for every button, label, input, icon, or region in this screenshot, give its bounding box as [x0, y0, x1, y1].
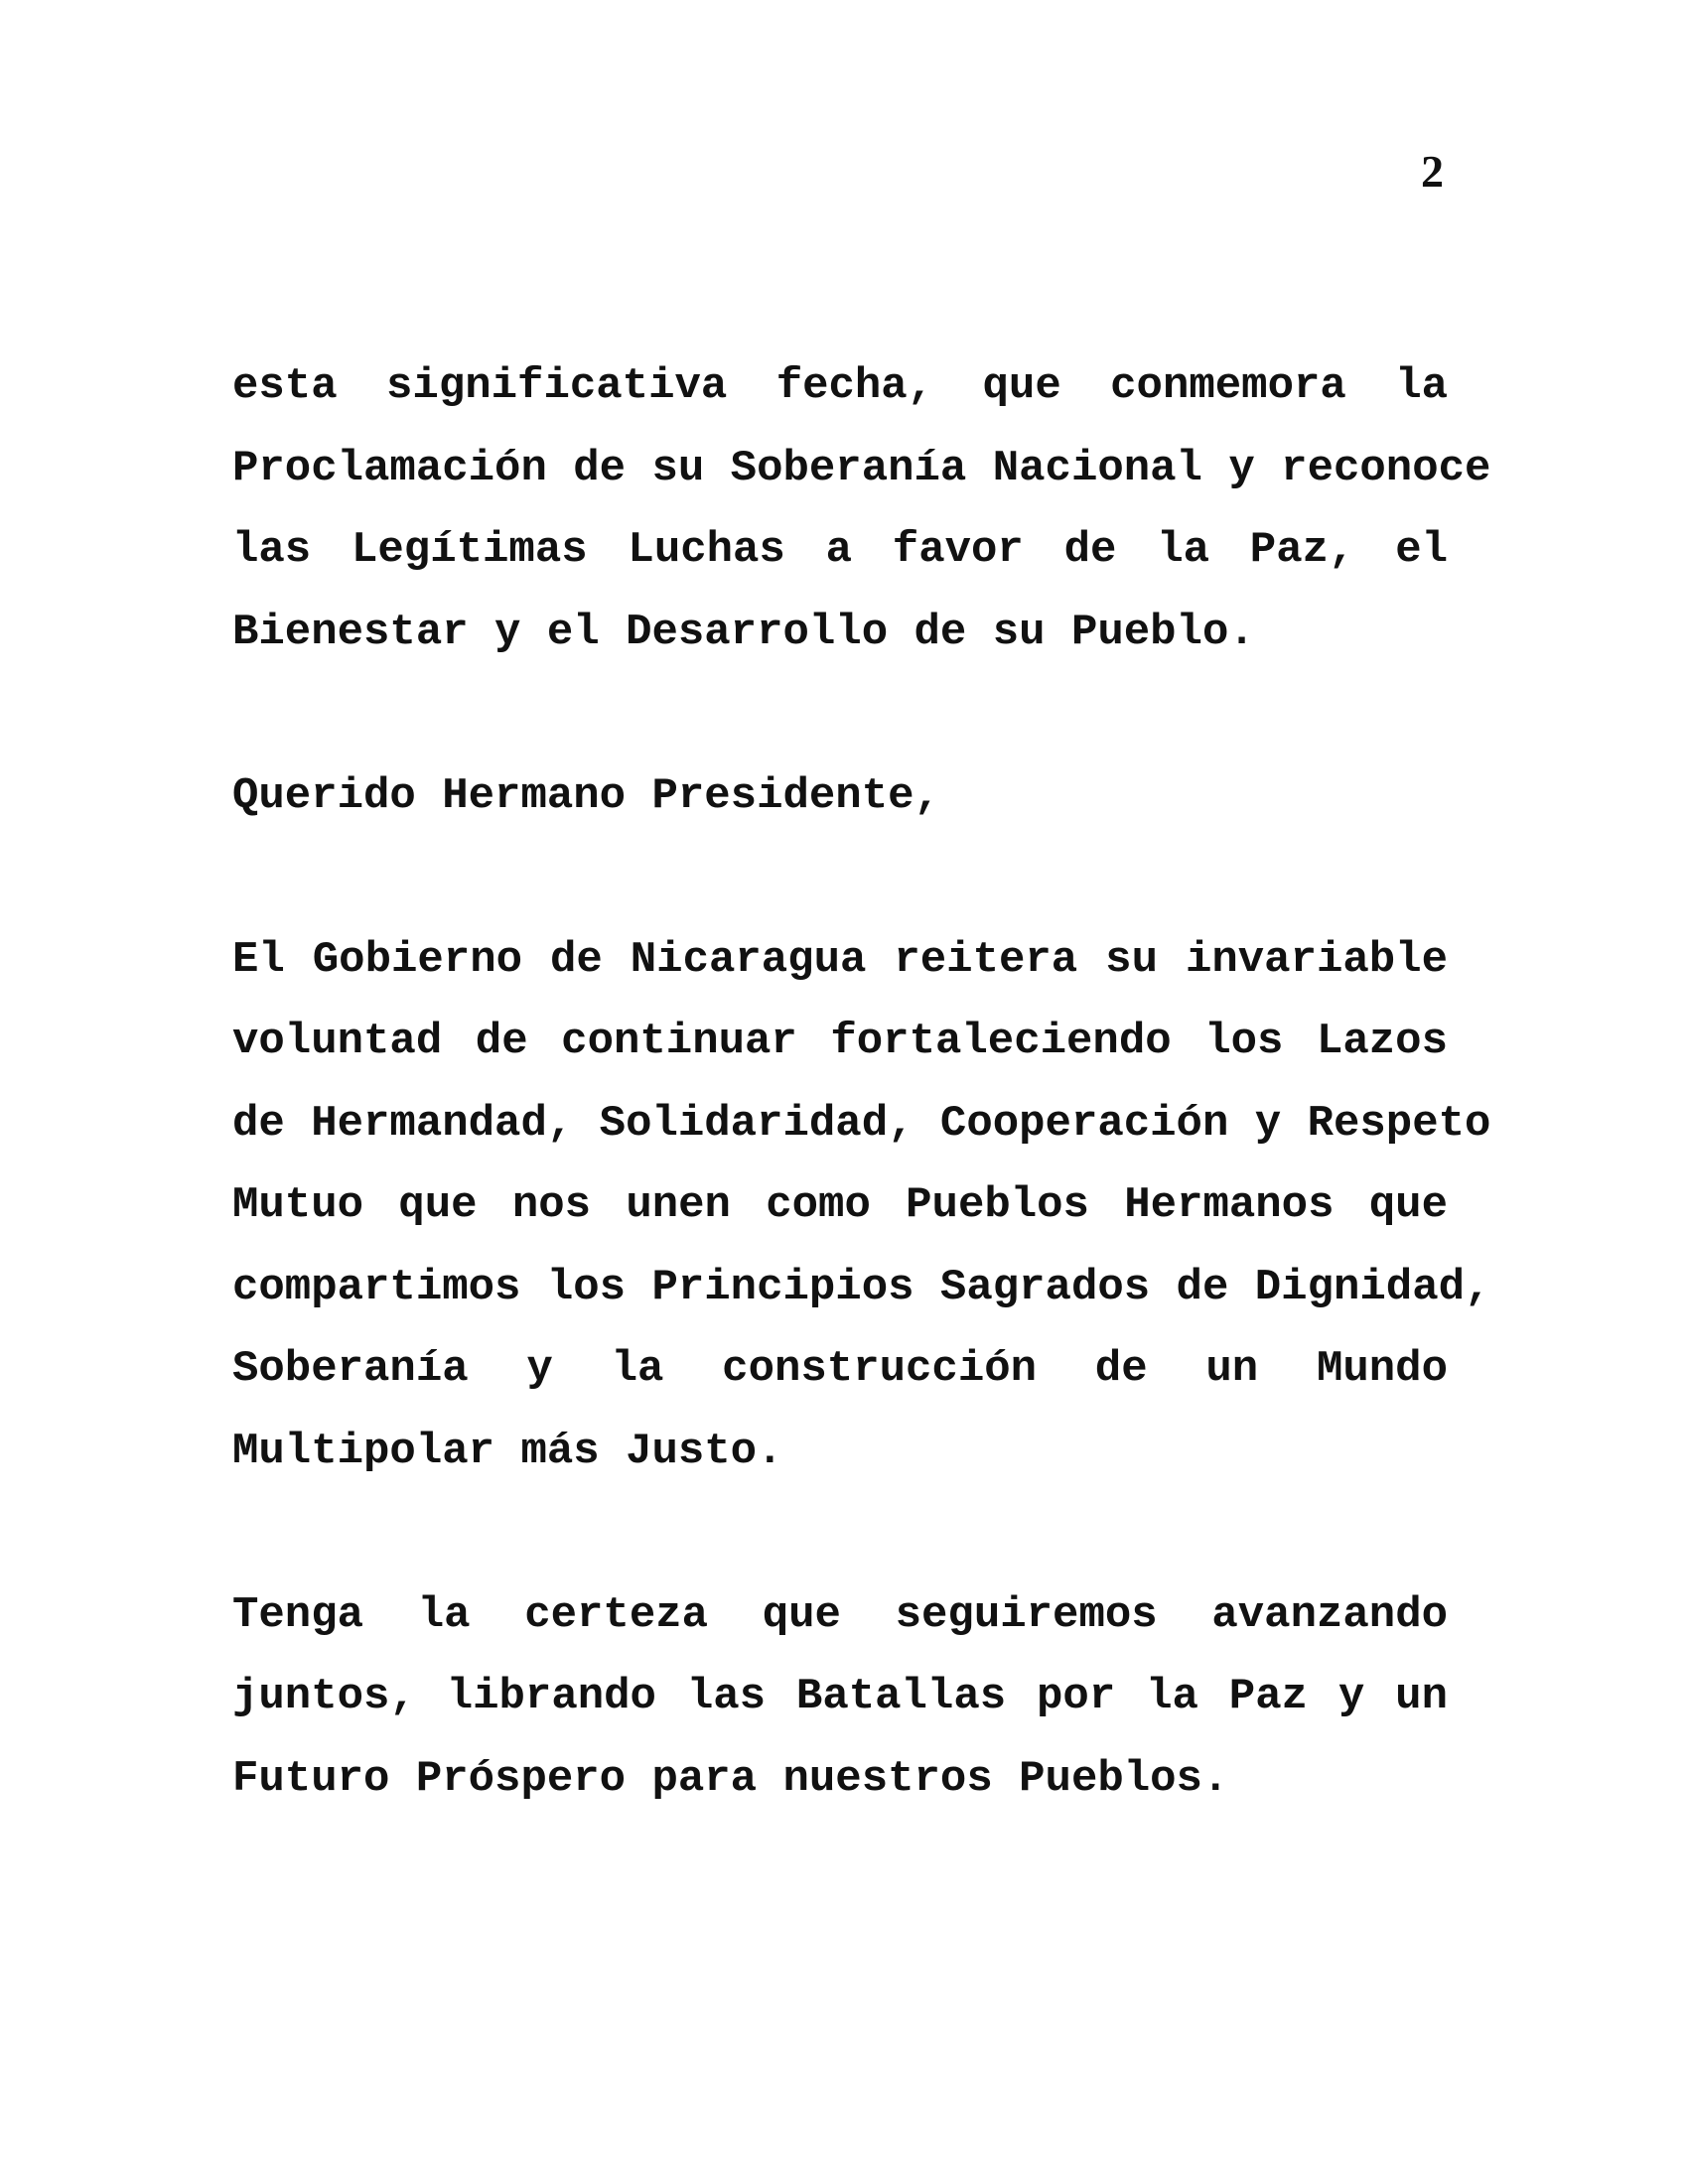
text-line: compartimos los Principios Sagrados de Dignidad,	[232, 1262, 1491, 1312]
text-line: Tenga la certeza que seguiremos avanzando	[232, 1589, 1448, 1640]
text-line: esta significativa fecha, que conmemora la	[232, 361, 1448, 411]
paragraph-closing-date	[232, 345, 1491, 673]
page-number: 2	[1421, 146, 1444, 197]
text-line: Bienestar y el Desarrollo de su Pueblo.	[232, 607, 1255, 657]
text-line: Proclamación de su Soberanía Nacional y reconoce	[232, 443, 1491, 493]
paragraph-certainty	[232, 1574, 1448, 1821]
paragraph-government-will	[232, 919, 1491, 1493]
text-line: Soberanía y la construcción de un Mundo	[232, 1344, 1448, 1394]
text-line: Futuro Próspero para nuestros Pueblos.	[232, 1753, 1229, 1804]
text-line: de Hermandad, Solidaridad, Cooperación y Respeto	[232, 1098, 1491, 1149]
text-line: voluntad de continuar fortaleciendo los Lazos	[232, 1017, 1448, 1066]
text-line: El Gobierno de Nicaragua reitera su invariable	[232, 934, 1448, 985]
text-line: Multipolar más Justo.	[232, 1426, 783, 1476]
text-line: juntos, librando las Batallas por la Paz y un	[232, 1672, 1448, 1721]
paragraph-salutation	[232, 755, 1448, 838]
letter-body	[232, 345, 1491, 1902]
text-line: Querido Hermano Presidente,	[232, 770, 940, 821]
text-line: las Legítimas Luchas a favor de la Paz, el	[232, 525, 1448, 575]
text-line: Mutuo que nos unen como Pueblos Hermanos que	[232, 1180, 1448, 1230]
